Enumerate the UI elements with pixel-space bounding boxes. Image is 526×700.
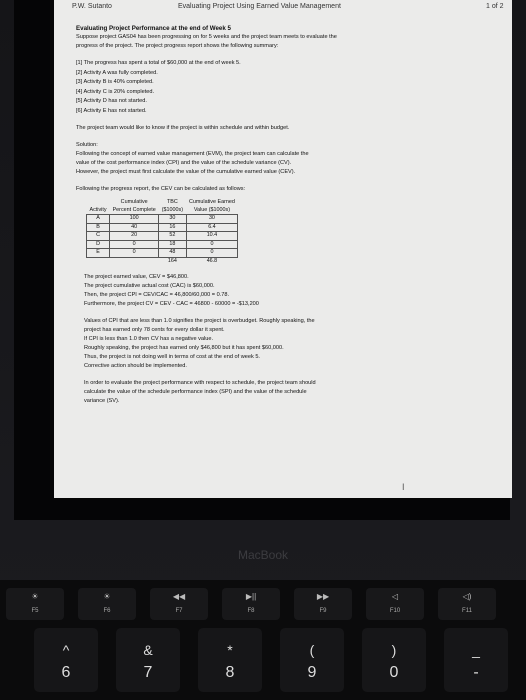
solution-line: value of the cost performance index (CPI) and the value of the schedule variance (CV). (76, 160, 292, 166)
solution-line: Following the concept of earned value management (EVM), the project team can calculate the (76, 151, 309, 157)
f9-key[interactable]: ▶▶ F9 (294, 588, 352, 620)
f7-key[interactable]: ◀◀ F7 (150, 588, 208, 620)
analysis-line: If CPI is less than 1.0 then CV has a negative value. (84, 336, 214, 342)
analysis-line: Values of CPI that are less than 1.0 signifies the project is overbudget. Roughly speaking, the (84, 318, 315, 324)
brightness-up-icon: ☀ (103, 592, 111, 601)
table-cell: 0 (186, 240, 238, 249)
analysis-line: Thus, the project is not doing well in terms of cost at the end of week 5. (84, 354, 260, 360)
list-item: [1] The progress has spent a total of $60,000 at the end of week 5. (76, 60, 241, 66)
table-cell: E (87, 249, 110, 258)
table-header: Cumulative (120, 199, 148, 205)
table-header: Value ($1000s) (193, 206, 231, 213)
table-cell: 16 (159, 223, 186, 232)
progress-list (76, 59, 502, 116)
cev-table (86, 199, 238, 265)
table-cell: A (87, 215, 110, 224)
document-header (54, 0, 512, 14)
table-cell (110, 257, 159, 265)
table-row (87, 215, 238, 224)
key-9[interactable]: ( 9 (280, 628, 344, 692)
table-cell: C (87, 232, 110, 241)
table-header-row (87, 207, 238, 215)
key-0[interactable]: ) 0 (362, 628, 426, 692)
table-cell: 0 (110, 240, 159, 249)
list-item: [3] Activity B is 40% completed. (76, 79, 154, 85)
macbook-logo: MacBook (237, 548, 289, 562)
pdf-document[interactable] (54, 0, 512, 498)
f6-key[interactable]: ☀ F6 (78, 588, 136, 620)
key-8[interactable]: * 8 (198, 628, 262, 692)
table-intro: Following the progress report, the CEV can be calculated as follows: (76, 186, 246, 192)
table-header: Percent Complete (112, 206, 156, 213)
play-pause-icon: ▶|| (245, 592, 257, 601)
laptop-screen (14, 0, 510, 520)
f10-key[interactable]: ◁ F10 (366, 588, 424, 620)
table-cell: B (87, 223, 110, 232)
solution-line: However, the project must first calculate the value of the cumulative earned value (CEV). (76, 169, 296, 175)
table-cell: 20 (110, 232, 159, 241)
table-cell: 0 (186, 249, 238, 258)
key-7[interactable]: & 7 (116, 628, 180, 692)
table-cell: 0 (110, 249, 159, 258)
table-cell: 52 (159, 232, 186, 241)
keyboard (0, 580, 526, 700)
list-item: [6] Activity E has not started. (76, 107, 147, 114)
intro-line: Suppose project GAS04 has been progressing on for 5 weeks and the project team meets to evaluate the (76, 34, 337, 40)
table-cell: 18 (159, 240, 186, 249)
fast-forward-icon: ▶▶ (316, 592, 330, 601)
key-minus[interactable]: _ - (444, 628, 508, 692)
table-cell: 48 (159, 249, 186, 258)
table-total-row (87, 257, 238, 265)
list-item: [5] Activity D has not started. (76, 98, 147, 104)
analysis-line: Roughly speaking, the project has earned only $46,800 but it has spent $60,000. (84, 345, 284, 351)
calc-line: The project earned value, CEV = $46,800. (84, 274, 189, 280)
table-total-tbc: 164 (167, 257, 177, 264)
f5-key[interactable]: ☀ F5 (6, 588, 64, 620)
table-header (87, 199, 110, 207)
header-title: Evaluating Project Using Earned Value Management (178, 3, 341, 10)
key-6[interactable]: ^ 6 (34, 628, 98, 692)
table-cell: 100 (110, 215, 159, 224)
table-row (87, 232, 238, 241)
table-row (87, 249, 238, 258)
table-header: Activity (89, 206, 107, 213)
question-text: The project team would like to know if the project is within schedule and within budget. (76, 125, 290, 131)
solution-label: Solution: (76, 142, 98, 148)
rewind-icon: ◀◀ (172, 592, 186, 601)
calc-line: Then, the project CPI = CEV/CAC = 46,800/60,000 = 0.78. (84, 292, 230, 298)
table-cell (87, 257, 110, 265)
table-header: ($1000s) (161, 206, 184, 213)
volume-down-icon: ◁) (462, 592, 472, 601)
analysis-line: Corrective action should be implemented. (84, 363, 187, 369)
document-body (54, 14, 512, 406)
calc-block (76, 273, 502, 406)
list-item: [4] Activity C is 20% completed. (76, 88, 155, 95)
table-header: Cumulative Earned (189, 199, 235, 205)
mute-icon: ◁ (391, 592, 399, 601)
next-line: calculate the value of the schedule performance index (SPI) and the value of the schedule (84, 389, 307, 395)
calc-line: The project cumulative actual cost (CAC) is $60,000. (84, 283, 215, 289)
table-header-row (87, 199, 238, 207)
calc-line: Furthermore, the project CV = CEV - CAC = 46800 - 60000 = -$13,200 (84, 301, 259, 307)
text-cursor-icon: I (402, 482, 405, 492)
intro-line: progress of the project. The project progress report shows the following summary: (76, 43, 279, 49)
next-line: variance (SV). (84, 398, 120, 404)
analysis-line: project has earned only 78 cents for every dollar it spent. (84, 327, 225, 333)
header-page: 1 of 2 (486, 3, 504, 10)
brightness-down-icon: ☀ (31, 592, 39, 601)
table-header: TBC (166, 199, 178, 205)
table-total-cev: 46.8 (206, 257, 218, 264)
section-title: Evaluating Project Performance at the end of Week 5 (76, 25, 231, 32)
list-item: [2] Activity A was fully completed. (76, 69, 158, 76)
next-line: In order to evaluate the project performance with respect to schedule, the project team should (84, 380, 316, 386)
table-cell: 6.4 (186, 223, 238, 232)
table-row (87, 223, 238, 232)
f8-key[interactable]: ▶|| F8 (222, 588, 280, 620)
table-cell: D (87, 240, 110, 249)
header-author: P.W. Sutanto (72, 3, 112, 10)
table-cell: 30 (159, 215, 186, 224)
f11-key[interactable]: ◁) F11 (438, 588, 496, 620)
table-cell: 40 (110, 223, 159, 232)
table-row (87, 240, 238, 249)
table-cell: 10.4 (186, 232, 238, 241)
table-cell: 30 (186, 215, 238, 224)
